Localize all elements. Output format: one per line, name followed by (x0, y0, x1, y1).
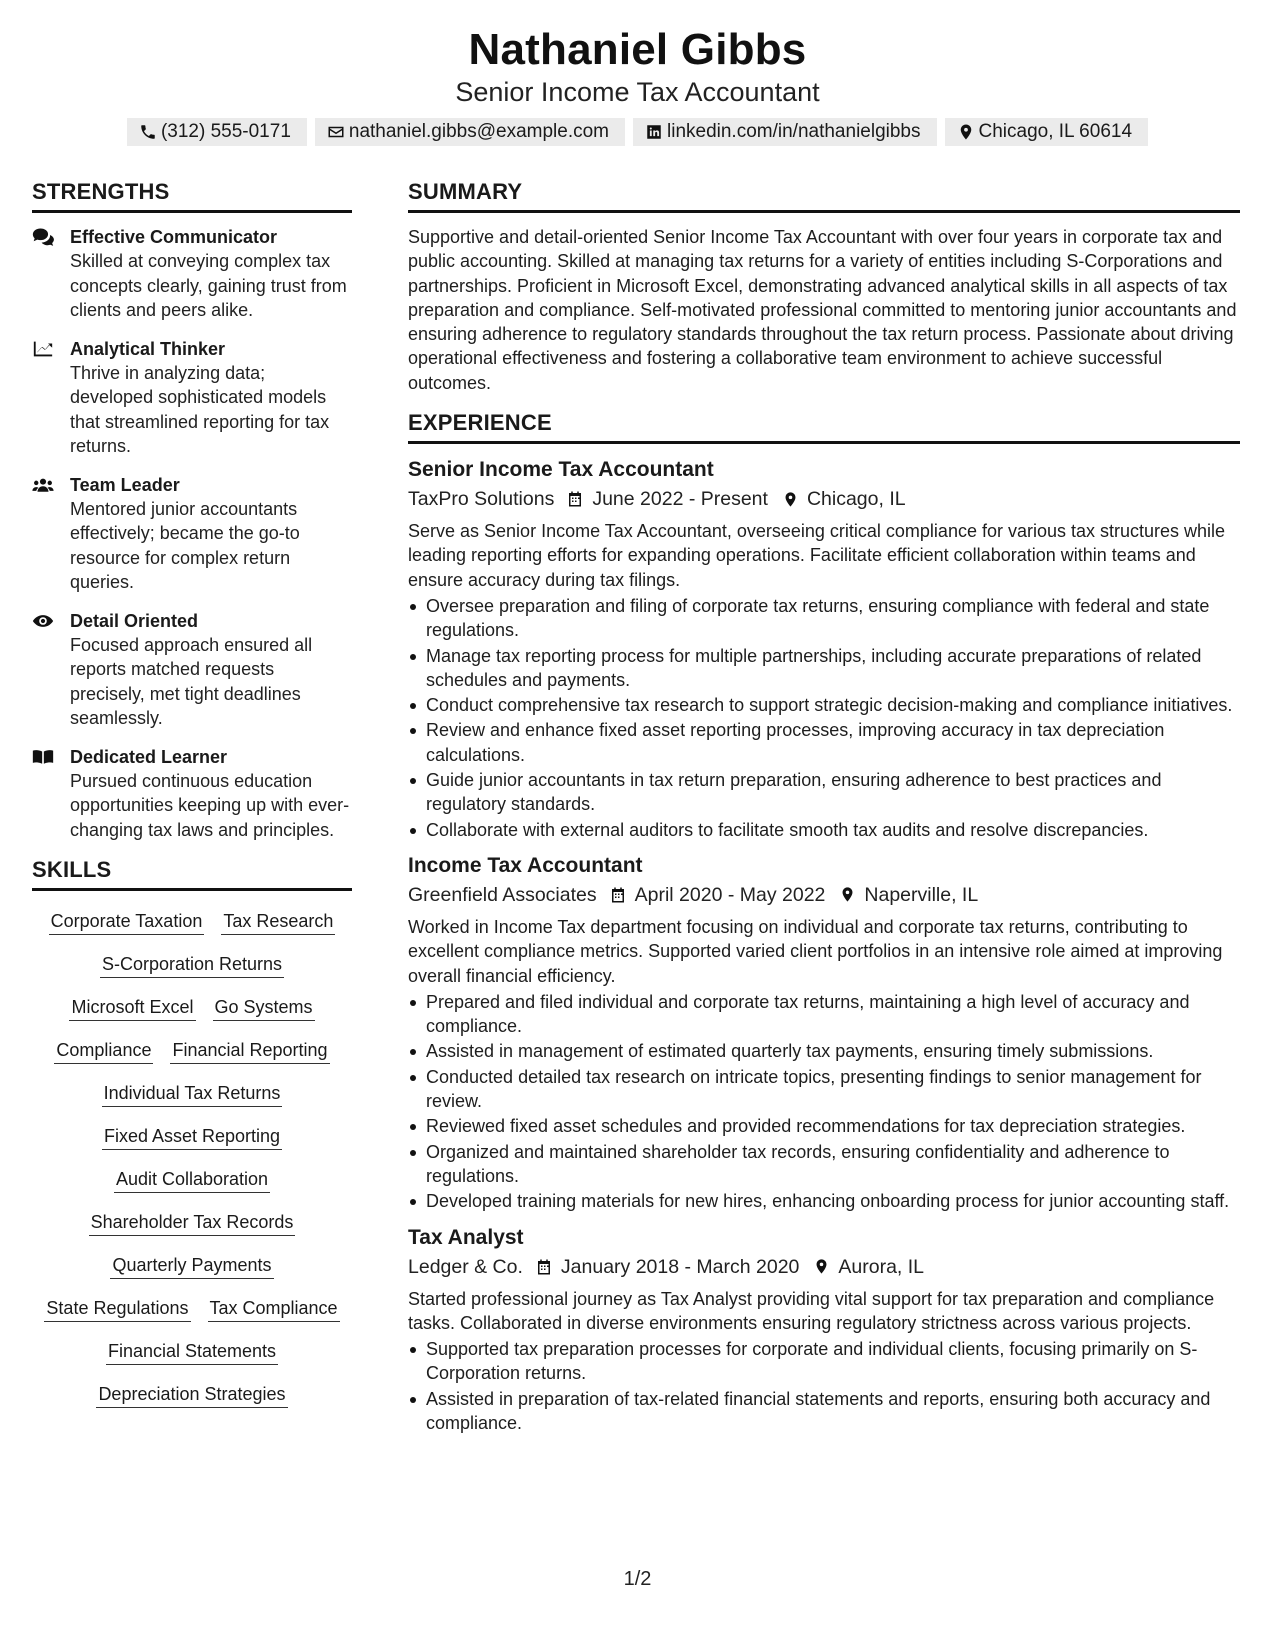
resume-body (32, 178, 1244, 1445)
job-bullets (408, 594, 1240, 842)
map-pin-icon (813, 1257, 830, 1276)
skill-tag: Audit Collaboration (114, 1167, 270, 1193)
job-location: Aurora, IL (838, 1255, 925, 1278)
list-item: Collaborate with external auditors to facilitate smooth tax audits and resolve discrepancies. (408, 818, 1240, 842)
calendar-icon (566, 490, 584, 508)
strength-desc: Skilled at conveying complex tax concepts clearly, gaining trust from clients and peers alike. (70, 251, 347, 320)
candidate-name: Nathaniel Gibbs (468, 25, 807, 74)
strength-desc: Thrive in analyzing data; developed sophisticated models that streamlined reporting for tax returns. (70, 362, 330, 456)
envelope-icon (327, 123, 345, 141)
skill-tag: State Regulations (44, 1296, 190, 1322)
job-location: Naperville, IL (864, 883, 979, 906)
skill-tag: Compliance (54, 1038, 153, 1064)
job-entry (408, 456, 1240, 842)
job-dates: June 2022 - Present (592, 488, 768, 511)
chart-line-icon (32, 339, 54, 359)
job-description: Serve as Senior Income Tax Accountant, overseeing critical compliance for various tax structures while leading reporting efforts for expanding operations. Facilitate efficient collaboration within teams and ensure accuracy during tax filings. (408, 521, 1226, 590)
list-item: Guide junior accountants in tax return preparation, ensuring adherence to best practices and regulatory standards. (408, 768, 1240, 817)
skills-heading: SKILLS (32, 856, 352, 891)
job-description: Started professional journey as Tax Analyst providing vital support for tax preparation and compliance tasks. Collaborated in diverse environments ensuring regulatory strictness across various projects. (408, 1288, 1215, 1333)
skill-tag: Go Systems (213, 995, 315, 1021)
list-item: Oversee preparation and filing of corporate tax returns, ensuring compliance with federal and state regulations. (408, 594, 1240, 643)
list-item: Organized and maintained shareholder tax records, ensuring confidentiality and adherence to regulations. (408, 1140, 1240, 1189)
list-item: Supported tax preparation processes for corporate and individual clients, focusing primarily on S-Corporation returns. (408, 1337, 1240, 1386)
skill-tag: Depreciation Strategies (96, 1382, 287, 1408)
list-item: Review and enhance fixed asset reporting processes, improving accuracy in tax depreciation calculations. (408, 718, 1240, 767)
list-item: Developed training materials for new hires, enhancing onboarding process for junior accounting staff. (408, 1189, 1240, 1213)
strength-item (32, 609, 352, 731)
skill-tag: Microsoft Excel (69, 995, 195, 1021)
job-location: Chicago, IL (806, 488, 906, 511)
strength-item (32, 473, 352, 595)
job-dates: April 2020 - May 2022 (634, 883, 826, 906)
skill-tag: Individual Tax Returns (102, 1081, 283, 1107)
strength-title: Detail Oriented (70, 610, 199, 631)
list-item: Prepared and filed individual and corporate tax returns, maintaining a high level of accuracy and compliance. (408, 990, 1240, 1039)
job-bullets (408, 990, 1240, 1214)
contact-location-text: Chicago, IL 60614 (978, 121, 1133, 142)
contact-bar (0, 118, 1275, 146)
skill-tag: Financial Reporting (170, 1038, 329, 1064)
summary-text: Supportive and detail-oriented Senior Income Tax Accountant with over four years in corporate tax and public accounting. Skilled at managing tax returns for a variety of entities including S-Corporations and partnerships. Proficient in Microsoft Excel, demonstrating advanced analytical skills in all aspects of tax preparation and compliance. Self-motivated professional committed to mentoring junior accountants and ensuring adherence to regulatory standards throughout the tax return process. Passionate about driving operational effectiveness and fostering a collaborative team environment to achieve successful outcomes. (408, 227, 1237, 393)
right-column (408, 178, 1240, 1445)
contact-email-text: nathaniel.gibbs@example.com (348, 121, 609, 142)
job-entry (408, 852, 1240, 1214)
list-item: Reviewed fixed asset schedules and provided recommendations for tax depreciation strategies. (408, 1114, 1240, 1138)
list-item: Conduct comprehensive tax research to support strategic decision-making and compliance initiatives. (408, 693, 1240, 717)
experience-heading: EXPERIENCE (408, 409, 1240, 444)
strengths-heading: STRENGTHS (32, 178, 352, 213)
job-company: TaxPro Solutions (408, 488, 555, 511)
skill-tag: Quarterly Payments (110, 1253, 273, 1279)
candidate-role: Senior Income Tax Accountant (455, 77, 820, 107)
contact-linkedin[interactable] (633, 118, 937, 146)
skills-list (32, 903, 352, 1408)
page-number: 1/2 (623, 1568, 652, 1590)
list-item: Assisted in preparation of tax-related financial statements and reports, ensuring both accuracy and compliance. (408, 1387, 1240, 1436)
contact-email[interactable] (315, 118, 625, 146)
contact-phone-text: (312) 555-0171 (160, 121, 291, 142)
strength-title: Analytical Thinker (70, 338, 226, 359)
skill-tag: Financial Statements (106, 1339, 278, 1365)
job-title: Income Tax Accountant (408, 853, 643, 877)
book-icon (32, 747, 54, 767)
contact-location (945, 118, 1149, 146)
job-title: Tax Analyst (408, 1225, 524, 1249)
map-pin-icon (957, 123, 975, 141)
calendar-icon (609, 886, 627, 904)
job-bullets (408, 1337, 1240, 1435)
skill-tag: Fixed Asset Reporting (102, 1124, 282, 1150)
job-company: Greenfield Associates (408, 883, 597, 906)
summary-heading: SUMMARY (408, 178, 1240, 213)
job-title: Senior Income Tax Accountant (408, 458, 714, 482)
calendar-icon (535, 1258, 553, 1276)
job-description: Worked in Income Tax department focusing on individual and corporate tax returns, contributing to excellent compliance metrics. Supported varied client portfolios in an intensive role aimed at improving overall financial efficiency. (408, 916, 1223, 986)
skills-section (32, 856, 352, 1408)
job-meta (408, 881, 1240, 909)
map-pin-icon (782, 490, 799, 509)
strength-title: Effective Communicator (70, 227, 278, 247)
eye-icon (32, 611, 54, 631)
strength-item (32, 337, 352, 459)
list-item: Conducted detailed tax research on intricate topics, presenting findings to senior management for review. (408, 1065, 1240, 1114)
job-meta (408, 485, 1240, 513)
strength-desc: Mentored junior accountants effectively; became the go-to resource for complex return queries. (70, 498, 300, 592)
phone-icon (139, 123, 157, 141)
skill-tag: S-Corporation Returns (100, 952, 284, 978)
map-pin-icon (839, 885, 856, 904)
strength-title: Team Leader (70, 474, 180, 495)
strength-item (32, 745, 352, 843)
linkedin-icon (645, 123, 663, 141)
left-column (32, 178, 352, 1445)
job-company: Ledger & Co. (408, 1255, 523, 1278)
strength-desc: Pursued continuous education opportunities keeping up with ever-changing tax laws and principles. (70, 770, 350, 840)
list-item: Manage tax reporting process for multiple partnerships, including accurate preparations of related schedules and payments. (408, 644, 1240, 693)
contact-linkedin-text: linkedin.com/in/nathanielgibbs (667, 121, 921, 142)
job-entry (408, 1224, 1240, 1436)
skill-tag: Tax Compliance (208, 1296, 340, 1322)
job-dates: January 2018 - March 2020 (560, 1255, 800, 1278)
skill-tag: Tax Research (221, 909, 335, 935)
list-item: Assisted in management of estimated quarterly tax payments, ensuring timely submissions. (408, 1039, 1240, 1063)
contact-phone[interactable] (127, 118, 307, 146)
users-icon (32, 475, 54, 495)
strength-desc: Focused approach ensured all reports matched requests precisely, met tight deadlines seamlessly. (70, 634, 313, 728)
job-meta (408, 1253, 1240, 1281)
strength-title: Dedicated Learner (70, 746, 228, 767)
strength-item (32, 225, 352, 323)
resume-header (0, 0, 1275, 146)
comments-icon (32, 227, 54, 247)
skill-tag: Corporate Taxation (49, 909, 205, 935)
skill-tag: Shareholder Tax Records (89, 1210, 296, 1236)
